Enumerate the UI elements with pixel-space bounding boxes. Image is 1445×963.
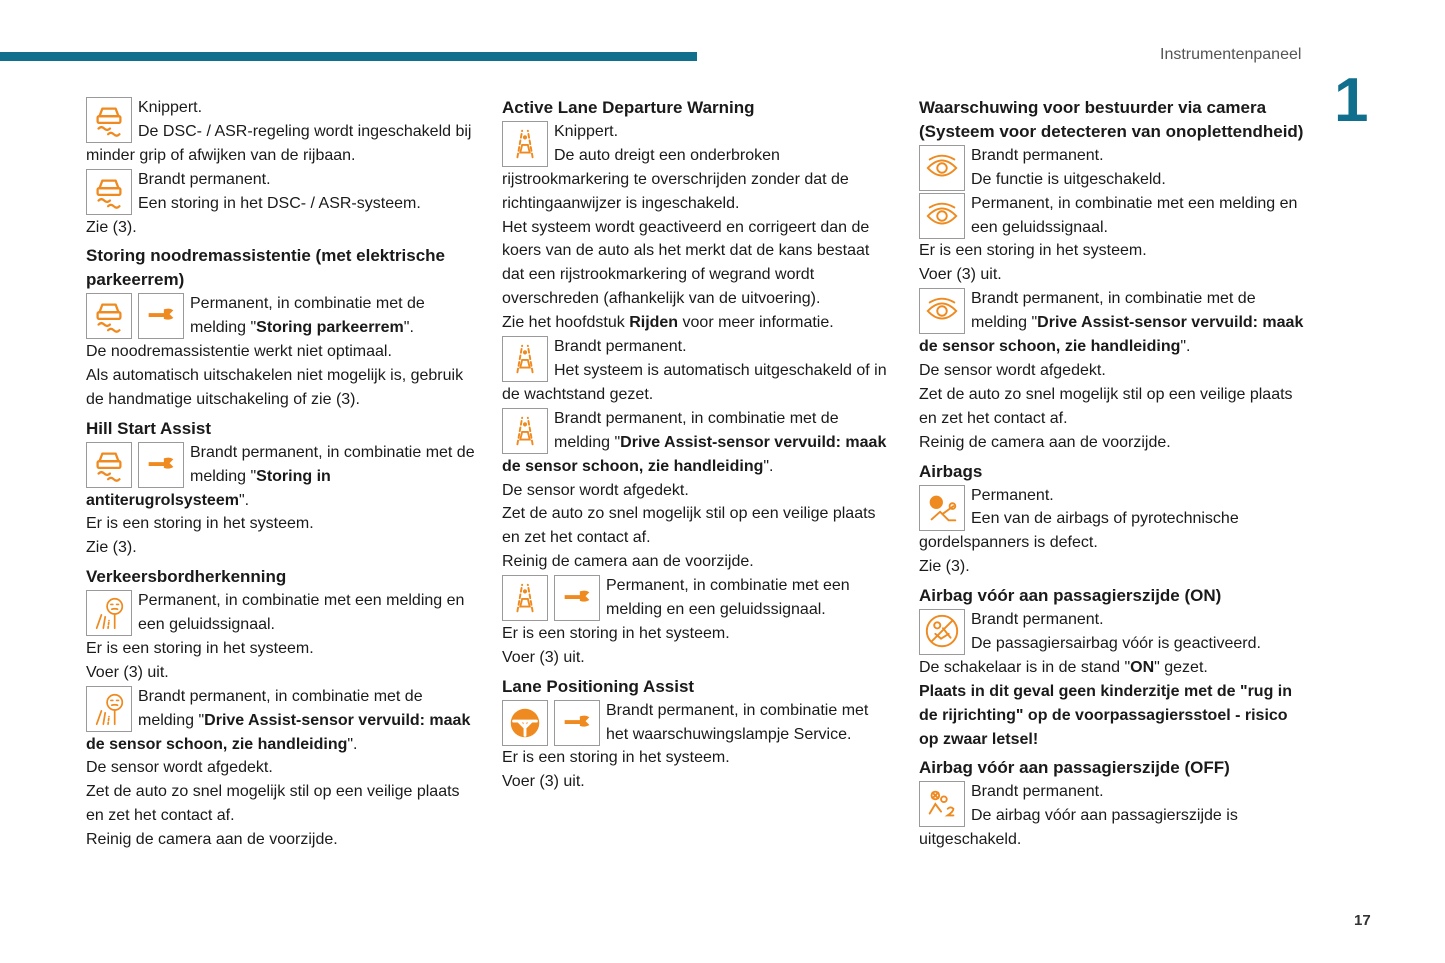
wrench-icon [554, 700, 600, 746]
vbh-sensor-entry [86, 685, 478, 757]
airbag-icon [919, 485, 965, 531]
entry-text: Permanent, in combinatie met een melding en een geluidssignaal. [606, 577, 850, 619]
airbag-warning-text: Plaats in dit geval geen kinderzitje met de "rug in de rijrichting" op de voorpassagiersstoel - risico op zwaar letsel! [919, 682, 1293, 748]
entry-text: Zie (3). [86, 539, 137, 557]
heading-airbags: Airbags [919, 461, 983, 481]
column-3 [919, 96, 1311, 852]
entry-text: Knippert. [554, 122, 619, 140]
entry-text: De DSC- / ASR-regeling wordt ingeschakeld bij minder grip of afwijken van de rijbaan. [86, 122, 472, 164]
wrench-icon [554, 575, 600, 621]
entry-text: Brandt permanent, in combinatie met het waarschuwingslampje Service. [606, 701, 869, 743]
column-1 [86, 96, 478, 852]
airbag-on-entry [919, 608, 1311, 656]
lane-departure-icon [502, 408, 548, 454]
entry-text: Het systeem is automatisch uitgeschakeld of in de wachtstand gezet. [502, 361, 887, 403]
heading-hill-start-assist: Hill Start Assist [86, 418, 212, 438]
entry-text: Een storing in het DSC- / ASR-systeem. [138, 194, 421, 212]
drv-fault-entry [919, 192, 1311, 240]
entry-text: De sensor wordt afgedekt. [502, 481, 689, 499]
skid-warning-icon [86, 293, 132, 339]
entry-text: Zet de auto zo snel mogelijk stil op een veilige plaats en zet het contact af. [502, 505, 876, 547]
entry-text: Een van de airbags of pyrotechnische gordelspanners is defect. [919, 510, 1239, 552]
column-2 [502, 96, 894, 794]
heading-airbag-on: Airbag vóór aan passagierszijde (ON) [919, 586, 1222, 606]
lpa-entry [502, 699, 894, 747]
entry-text: Brandt permanent. [971, 611, 1104, 629]
entry-text: Als automatisch uitschakelen niet mogelijk is, gebruik de handmatige uitschakeling of zie (3). [86, 366, 464, 408]
entry-text: Permanent, in combinatie met een melding en een geluidssignaal. [138, 592, 465, 634]
entry-text: Brandt permanent. [971, 783, 1104, 801]
wrench-icon [138, 442, 184, 488]
hill-entry [86, 441, 478, 513]
passenger-airbag-on-icon [919, 609, 965, 655]
entry-text: Voer (3) uit. [86, 663, 169, 681]
entry-text: Brandt permanent, in combinatie met de melding "Drive Assist-sensor vervuild: maak de sensor schoon, zie handleiding". [919, 290, 1304, 356]
heading-active-lane-departure: Active Lane Departure Warning [502, 98, 755, 117]
page-number: 17 [1354, 912, 1371, 929]
entry-text: Het systeem wordt geactiveerd en corrigeert dan de koers van de auto als het merkt dat de kans bestaat dat een rijstrookmarkering of wegrand wordt overschreden (afhankelijk van de uitvoering). [502, 218, 870, 308]
heading-noodremassistentie: Storing noodremassistentie (met elektrische parkeerrem) [86, 246, 445, 290]
entry-text: Zie (3). [919, 558, 970, 576]
entry-text: Reinig de camera aan de voorzijde. [919, 433, 1171, 451]
header-accent-bar [0, 52, 697, 61]
entry-text: Zie (3). [86, 218, 137, 236]
aldw-fault-entry [502, 574, 894, 622]
entry-text: Er is een storing in het systeem. [502, 624, 730, 642]
noodrem-entry [86, 292, 478, 340]
entry-text: Er is een storing in het systeem. [86, 515, 314, 533]
entry-text: De sensor wordt afgedekt. [86, 759, 273, 777]
heading-lane-positioning: Lane Positioning Assist [502, 676, 695, 696]
entry-text: Voer (3) uit. [502, 648, 585, 666]
heading-verkeersbordherkenning: Verkeersbordherkenning [86, 567, 287, 587]
entry-text: De schakelaar is in de stand "ON" gezet. [919, 658, 1208, 676]
driver-attention-eye-icon [919, 288, 965, 334]
entry-text: Reinig de camera aan de voorzijde. [86, 831, 338, 849]
skid-warning-icon [86, 97, 132, 143]
entry-text: Zet de auto zo snel mogelijk stil op een veilige plaats en zet het contact af. [86, 783, 460, 825]
entry-text: Knippert. [138, 99, 203, 116]
entry-text: Voer (3) uit. [919, 266, 1002, 284]
skid-warning-icon [86, 169, 132, 215]
airbag-off-entry [919, 780, 1311, 852]
dsc-fault-entry [86, 168, 478, 216]
entry-text: Er is een storing in het systeem. [502, 749, 730, 767]
heading-airbag-off: Airbag vóór aan passagierszijde (OFF) [919, 758, 1230, 778]
entry-text: Voer (3) uit. [502, 773, 585, 791]
lane-departure-icon [502, 575, 548, 621]
entry-text: Zie het hoofdstuk Rijden voor meer informatie. [502, 314, 834, 332]
wrench-icon [138, 293, 184, 339]
lane-departure-icon [502, 121, 548, 167]
lane-departure-icon [502, 336, 548, 382]
aldw-sensor-entry [502, 407, 894, 479]
aldw-off-entry [502, 335, 894, 407]
section-title: Instrumentenpaneel [1160, 46, 1302, 63]
entry-text: Permanent, in combinatie met een melding en een geluidssignaal. [971, 194, 1298, 236]
entry-text: De sensor wordt afgedekt. [919, 361, 1106, 379]
vbh-entry [86, 589, 478, 637]
entry-text: Er is een storing in het systeem. [919, 242, 1147, 260]
entry-text: De noodremassistentie werkt niet optimaal. [86, 343, 392, 361]
heading-driver-attention: Waarschuwing voor bestuurder via camera (Systeem voor detecteren van onoplettendheid) [919, 98, 1304, 141]
entry-text: Reinig de camera aan de voorzijde. [502, 553, 754, 571]
entry-text: Permanent, in combinatie met de melding "Storing parkeerrem". [190, 295, 425, 337]
entry-text: De auto dreigt een onderbroken rijstrookmarkering te overschrijden zonder dat de richtingaanwijzer is ingeschakeld. [502, 146, 849, 212]
passenger-airbag-off-icon [919, 781, 965, 827]
airbags-entry [919, 484, 1311, 556]
entry-text: Permanent. [971, 486, 1054, 504]
driver-attention-eye-icon [919, 145, 965, 191]
entry-text: Brandt permanent. [971, 146, 1104, 164]
steering-wheel-icon [502, 700, 548, 746]
traffic-sign-icon [86, 686, 132, 732]
entry-text: Zet de auto zo snel mogelijk stil op een veilige plaats en zet het contact af. [919, 385, 1293, 427]
drv-sensor-entry [919, 287, 1311, 359]
driver-attention-eye-icon [919, 193, 965, 239]
aldw-entry [502, 120, 894, 216]
entry-text: De functie is uitgeschakeld. [971, 170, 1166, 188]
entry-text: Brandt permanent, in combinatie met de melding "Storing in antiterugrolsysteem". [86, 443, 475, 509]
entry-text: Brandt permanent, in combinatie met de melding "Drive Assist-sensor vervuild: maak de sensor schoon, zie handleiding". [502, 409, 887, 475]
skid-warning-icon [86, 442, 132, 488]
drv-off-entry [919, 144, 1311, 192]
entry-text: Brandt permanent. [554, 338, 687, 356]
entry-text: De passagiersairbag vóór is geactiveerd. [971, 634, 1261, 652]
entry-text: Brandt permanent, in combinatie met de melding "Drive Assist-sensor vervuild: maak de sensor schoon, zie handleiding". [86, 687, 471, 753]
chapter-number: 1 [1334, 66, 1369, 135]
entry-text: Er is een storing in het systeem. [86, 639, 314, 657]
entry-text: Brandt permanent. [138, 170, 271, 188]
dsc-blinking-entry [86, 96, 478, 168]
traffic-sign-icon [86, 590, 132, 636]
entry-text: De airbag vóór aan passagierszijde is uitgeschakeld. [919, 807, 1238, 849]
